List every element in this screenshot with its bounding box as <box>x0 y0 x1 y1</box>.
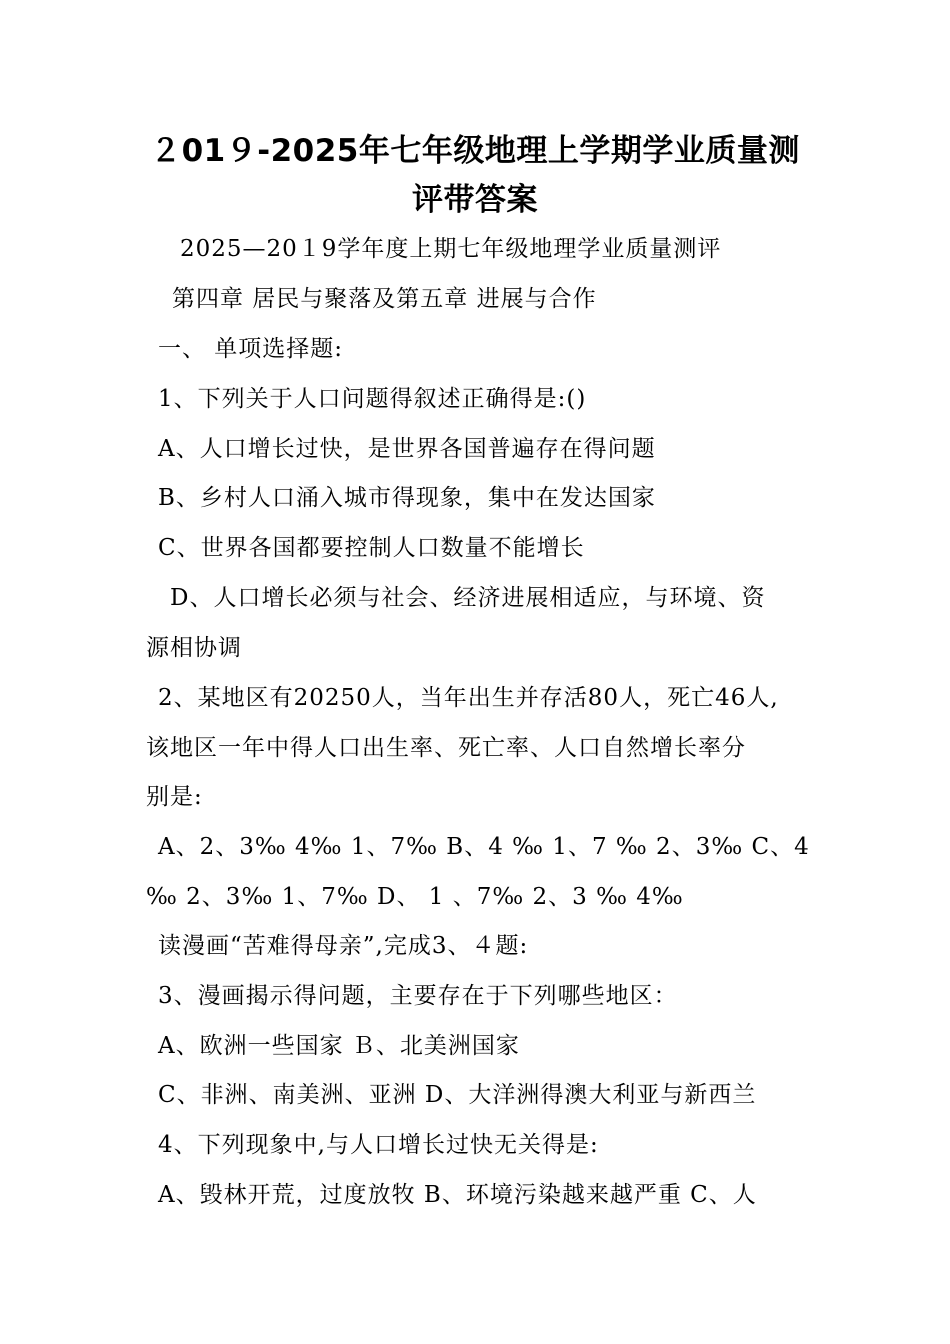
question-2-options-line-2: ‰ 2、3‰ 1、7‰ D、 1 、7‰ 2、3 ‰ 4‰ <box>146 884 684 910</box>
section-heading: 一、 单项选择题: <box>158 336 344 362</box>
questions-3-4-intro: 读漫画“苦难得母亲”,完成3、４题: <box>158 933 529 959</box>
question-1-option-a: A、人口增长过快，是世界各国普遍存在得问题 <box>158 436 656 462</box>
chapter-heading: 第四章 居民与聚落及第五章 进展与合作 <box>172 286 597 312</box>
question-2-stem-line-2: 该地区一年中得人口出生率、死亡率、人口自然增长率分 <box>146 735 746 761</box>
title-line-1: ２01９-2025年七年级地理上学期学业质量测 <box>150 133 800 169</box>
question-1-option-d-line-2: 源相协调 <box>146 635 242 661</box>
question-2-stem-line-1: 2、某地区有20250人，当年出生并存活80人，死亡46人, <box>158 685 779 711</box>
title-line-2: 评带答案 <box>412 182 538 218</box>
question-3-options-ab: A、欧洲一些国家 Ｂ、北美洲国家 <box>158 1033 520 1059</box>
question-4-options: A、毁林开荒，过度放牧 B、环境污染越来越严重 C、人 <box>158 1182 757 1208</box>
question-2-options-line-1: A、2、3‰ 4‰ 1、7‰ B、4 ‰ 1、7 ‰ 2、3‰ C、4 <box>158 834 810 860</box>
question-1-option-c: C、世界各国都要控制人口数量不能增长 <box>158 535 585 561</box>
question-2-stem-line-3: 别是: <box>146 784 203 810</box>
question-1-option-d-line-1: D、人口增长必须与社会、经济进展相适应，与环境、资 <box>170 585 766 611</box>
question-3-stem: 3、漫画揭示得问题，主要存在于下列哪些地区： <box>158 983 678 1009</box>
question-1-stem: 1、下列关于人口问题得叙述正确得是:() <box>158 386 587 412</box>
subtitle: 2025—20１9学年度上期七年级地理学业质量测评 <box>180 236 722 262</box>
question-4-stem: 4、下列现象中,与人口增长过快无关得是: <box>158 1132 599 1158</box>
question-3-options-cd: C、非洲、南美洲、亚洲 D、大洋洲得澳大利亚与新西兰 <box>158 1082 757 1108</box>
question-1-option-b: B、乡村人口涌入城市得现象，集中在发达国家 <box>158 485 656 511</box>
